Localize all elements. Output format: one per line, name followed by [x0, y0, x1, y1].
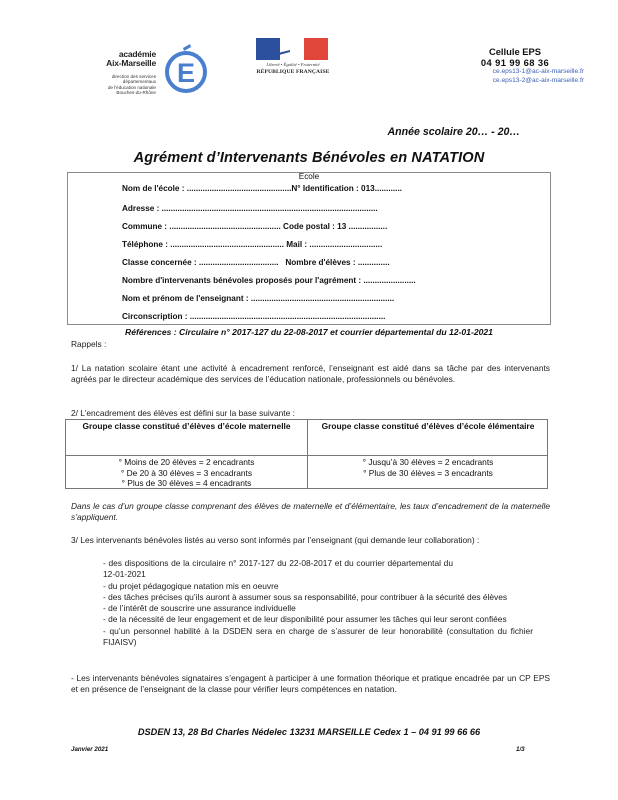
engagement-text: - Les intervenants bénévoles signataires s’engagent à participer à une formation théorique et pratique encadrée par un CP EPS et en présence de l’enseignant de la classe pour vérifier leurs compétences en natation.	[71, 673, 550, 695]
contact-phone: 04 91 99 68 36	[480, 57, 550, 68]
point-3-list	[103, 558, 533, 648]
list-item: - qu’un personnel habilité à la DSDEN sera en charge de s’assurer de leur honorabilité (consultation du fichier FIJAISV)	[103, 625, 533, 648]
list-item: - des dispositions de la circulaire n° 2017-127 du 22-08-2017 et du courrier départemental du 12-01-2021	[103, 558, 453, 580]
academie-line2: Aix-Marseille	[106, 58, 156, 68]
table-row: ° De 20 à 30 élèves = 3 encadrants	[120, 467, 253, 478]
footer-address: DSDEN 13, 28 Bd Charles Nédelec 13231 MARSEILLE Cedex 1 – 04 91 99 66 66	[137, 727, 481, 737]
table-row: ° Plus de 30 élèves = 3 encadrants	[363, 467, 493, 478]
table-header-maternelle: Groupe classe constitué d’élèves d’école maternelle	[82, 421, 291, 431]
field-nom-ecole-identification[interactable]: Nom de l'école : ..............................................N° Identification : 013............	[122, 184, 403, 193]
academie-sub-line: de l'éducation nationale	[107, 84, 156, 90]
encadrement-table	[65, 419, 548, 489]
table-header-elementaire: Groupe classe constitué d’élèves d’école élémentaire	[321, 421, 535, 431]
list-item: - des tâches précises qu’ils auront à assumer sous sa responsabilité, pour contribuer à la sécurité des élèves	[103, 591, 508, 602]
contact-email-link[interactable]: ce.eps13-1@ac-aix-marseille.fr	[492, 68, 584, 75]
table-row: ° Moins de 20 élèves = 2 encadrants	[118, 457, 255, 467]
footer-date: Janvier 2021	[71, 746, 109, 753]
list-item: - de la nécessité de leur engagement et de leur disponibilité pour assumer les tâches qui leur seront confiées	[103, 614, 507, 625]
academie-e-logo-icon	[160, 42, 212, 94]
contact-title: Cellule EPS	[488, 46, 542, 57]
point-3-intro: 3/ Les intervenants bénévoles listés au verso sont informés par l’enseignant (qui demande leur collaboration) :	[71, 535, 480, 545]
point-2-intro: 2/ L’encadrement des élèves est défini sur la base suivante :	[71, 408, 295, 418]
rappels-label: Rappels :	[71, 339, 107, 349]
academie-line1: académie	[118, 49, 156, 59]
table-cell-elementaire	[308, 457, 548, 478]
field-telephone-mail[interactable]: Téléphone : .................................................. Mail : ................................	[122, 240, 383, 249]
republique-francaise-logo	[256, 38, 334, 80]
list-item: - du projet pédagogique natation mis en oeuvre	[103, 580, 279, 591]
mixed-group-note: Dans le cas d’un groupe classe comprenant des élèves de maternelle et d’élémentaire, les taux d’encadrement de la maternelle s’appliquent.	[71, 501, 550, 523]
academie-logo	[62, 36, 222, 108]
table-row: ° Plus de 30 élèves = 4 encadrants	[121, 478, 252, 489]
academie-name	[106, 50, 156, 68]
academie-sub-line: direction des services	[111, 74, 156, 79]
republique-motto: Liberté • Égalité • Fraternité	[266, 62, 320, 67]
field-classe-nombre-eleves[interactable]: Classe concernée : ................................... Nombre d'élèves : ..............	[122, 258, 390, 267]
republique-name: RÉPUBLIQUE FRANÇAISE	[256, 69, 330, 75]
field-commune-code-postal[interactable]: Commune : ................................................. Code postal : 13 .................	[122, 222, 388, 231]
ecole-section-label: Ecole	[298, 172, 320, 181]
field-adresse[interactable]: Adresse : ...............................................................................................	[122, 204, 378, 213]
point-1: 1/ La natation scolaire étant une activité à encadrement renforcé, l’enseignant est aidé dans sa tâche par des intervenants agréés par le directeur académique des services de l’éducation nationale, professionnels ou bénévoles.	[71, 363, 550, 385]
field-nom-enseignant[interactable]: Nom et prénom de l'enseignant : ...............................................................	[122, 294, 395, 303]
academie-subtitle	[108, 74, 156, 96]
annee-scolaire: Année scolaire 20… - 20…	[387, 126, 520, 138]
table-cell-maternelle	[66, 457, 307, 489]
academie-sub-line: départementaux	[122, 79, 156, 85]
contact-email-link[interactable]: ce.eps13-2@ac-aix-marseille.fr	[492, 76, 584, 84]
academie-sub-line: Bouches-du-Rhône	[116, 90, 156, 96]
field-circonscription[interactable]: Circonscription : ......................................................................................	[122, 312, 386, 321]
svg-text:E: E	[176, 58, 196, 88]
list-item: - de l’intérêt de souscrire une assurance individuelle	[103, 603, 296, 614]
references: Références : Circulaire n° 2017-127 du 22-08-2017 et courrier départemental du 12-01-2021	[125, 327, 493, 337]
contact-block	[440, 46, 590, 85]
field-nombre-intervenants[interactable]: Nombre d'intervenants bénévoles proposés pour l'agrément : .......................	[122, 276, 416, 285]
marianne-profile-icon	[274, 39, 310, 60]
page-title: Agrément d’Intervenants Bénévoles en NATATION	[133, 150, 485, 166]
page-number: 1/3	[516, 746, 525, 753]
table-row: ° Jusqu’à 30 élèves = 2 encadrants	[362, 457, 494, 467]
